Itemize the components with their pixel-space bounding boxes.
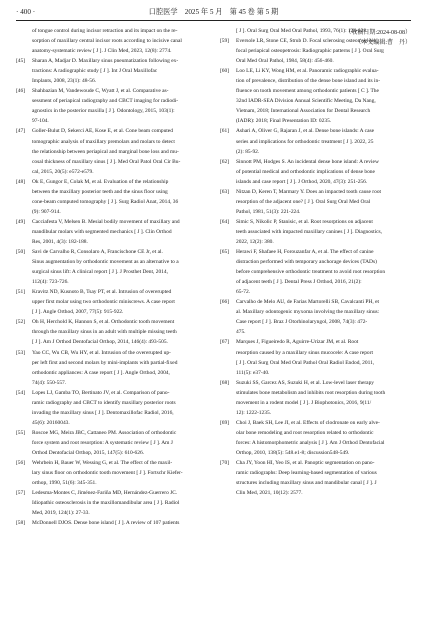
reference-text-line: Sinus augmentation by orthodontic movement as an alternative to a xyxy=(32,259,179,266)
reference-text-line: Roscoe MG, Meira JBC, Cattaneo PM. Association of orthodontic xyxy=(32,429,177,436)
reference-entry xyxy=(16,488,208,518)
reference-continuation-line: sorption of maxillary central incisor roots according to incisive canal xyxy=(32,38,182,45)
reference-number: [54] xyxy=(16,389,26,396)
reference-text-line: Simic S, Nikolic P, Stanisic, et al. Root resorptions on adjacent xyxy=(236,218,373,225)
reference-text-line: 45(6): 20160043. xyxy=(32,419,70,426)
references-left-column xyxy=(16,26,208,528)
reference-entry xyxy=(16,126,208,176)
reference-text-line: Yao CC, Wu CB, Wu HY, et al. Intrusion of the overerupted up- xyxy=(32,349,171,356)
reference-text-line: movement in a rodent model [ J ]. J Biophotonics, 2016, 9(11/ xyxy=(236,399,372,406)
reference-number: [67] xyxy=(220,339,230,346)
reference-number: [49] xyxy=(16,218,26,225)
reference-text-line: distraction performed with temporary anchorage devices (TADs) xyxy=(236,259,377,266)
reference-text-line: Res, 2001, 4(3): 182-188. xyxy=(32,238,88,245)
reference-text-line: [ J ]. Am J Orthod Dentofacial Orthop, 2014, 146(4): 493-505. xyxy=(32,339,168,346)
reference-text-line: Med, 2019, 124(1): 27-33. xyxy=(32,510,90,517)
reference-text-line: Idiopathic osteosclerosis in the maxillomandibular area [ J ]. Radiol xyxy=(32,500,180,507)
reference-text-line: Eversole LR, Stone CE, Strub D. Focal sclerosing osteomyelitis/ xyxy=(236,38,377,45)
reference-number: [64] xyxy=(220,218,230,225)
reference-number: [47] xyxy=(16,128,26,135)
reference-entry xyxy=(16,388,208,428)
reference-text-line: of potential medical and orthodontic implications of dense bone xyxy=(236,168,375,175)
reference-text-line: Pathol, 1981, 51(3): 221-224. xyxy=(236,208,301,215)
reference-text-line: mandibular molars with segmented mechanics [ J ]. Clin Orthod xyxy=(32,228,172,235)
reference-text-line: Oh H, Herchold K, Hannon S, et al. Orthodontic tooth movement xyxy=(32,319,175,326)
reference-text-line: agnostics in the posterior maxilla [ J ]. Odontology, 2015, 103(1): xyxy=(32,108,175,115)
reference-text-line: Wehrbein H, Bauer W, Wessing G, et al. The effect of the maxil- xyxy=(32,460,173,467)
reference-text-line: 97-104. xyxy=(32,118,49,125)
reference-entry xyxy=(220,247,412,297)
reference-text-line: olar bone remodeling and root resorption related to orthodontic xyxy=(236,429,374,436)
reference-text-line: Orthop, 2010, 138(5): 548.e1-8; discussion548-549. xyxy=(236,449,350,456)
reference-entry xyxy=(220,297,412,337)
reference-text-line: Case report [ J ]. Braz J Otorhinolaryngol, 2008, 74(3): 472- xyxy=(236,319,368,326)
reference-text-line: 2022, 12(2): 380. xyxy=(236,238,274,245)
reference-text-line: Cacciafesta V, Melsen B. Mesial bodily movement of maxillary and xyxy=(32,218,180,225)
reference-number: [50] xyxy=(16,249,26,256)
reference-text-line: Ashari A, Oliver G, Rajaran J, et al. Dense bone islands: A case xyxy=(236,128,375,135)
reference-text-line: Oral Med Oral Pathol, 1984, 58(4): 456-460. xyxy=(236,58,334,65)
page-header xyxy=(16,6,411,21)
reference-entry xyxy=(220,157,412,187)
reference-number: [58] xyxy=(16,520,26,527)
reference-text-line: orthop, 1990, 51(6): 345-351. xyxy=(32,480,97,487)
reference-text-line: cone-beam computed tomography [ J ]. Surg Radiol Anat, 2014, 36 xyxy=(32,198,179,205)
reference-text-line: lary sinus floor on orthodontic tooth movement [ J ]. Fortschr Kiefer- xyxy=(32,470,183,477)
reference-number: [57] xyxy=(16,490,26,497)
reference-number: [63] xyxy=(220,188,230,195)
reference-text-line: orthodontic appliances: A case report [ J ]. Angle Orthod, 2004, xyxy=(32,369,170,376)
reference-text-line: invading the maxillary sinus [ J ]. Dentomaxillofac Radiol, 2016, xyxy=(32,409,174,416)
reference-text-line: Cha JY, Yoon HI, Yeo IS, et al. Panoptic segmentation on pano- xyxy=(236,460,375,467)
reference-text-line: Clin Med, 2021, 10(12): 2577. xyxy=(236,490,303,497)
reference-text-line: Orthod Dentofacial Orthop, 2015, 147(5): 610-626. xyxy=(32,449,145,456)
reference-text-line: Carvalho de Melo AU, de Farias Martorelli SB, Cavalcanti PH, et xyxy=(236,299,380,306)
journal-issue-title: 口腔医学 2025 年 5 月 第 45 卷 第 5 期 xyxy=(148,8,279,16)
reference-text-line: Kravitz ND, Kusnoto B, Tsay PT, et al. Intrusion of overerupted xyxy=(32,289,172,296)
reference-text-line: [ J ]. Angle Orthod, 2007, 77(5): 915-922. xyxy=(32,309,124,316)
reference-text-line: Sharan A, Madjar D. Maxillary sinus pneumatization following ex- xyxy=(32,58,179,65)
references-right-column xyxy=(220,26,412,498)
reference-entry xyxy=(16,428,208,458)
reference-number: [62] xyxy=(220,158,230,165)
reference-text-line: resorption caused by a maxillary sinus mucocele: A case report xyxy=(236,349,373,356)
reference-number: [61] xyxy=(220,128,230,135)
reference-text-line: 111(5): e37-40. xyxy=(236,369,270,376)
reference-number: [56] xyxy=(16,460,26,467)
reference-entry xyxy=(220,378,412,418)
reference-text-line: islands and case report [ J ]. J Orthod, 2020, 47(3): 251-256. xyxy=(236,178,368,185)
reference-text-line: between the maxillary posterior teeth and the sinus floor using xyxy=(32,188,168,195)
reference-text-line: focal periapical osteopetrosis: Radiographic patterns [ J ]. Oral Surg xyxy=(236,48,384,55)
reference-entry xyxy=(16,518,208,528)
reference-text-line: stimulates bone metabolism and inhibits root resorption during tooth xyxy=(236,389,386,396)
reference-text-line: Ok E, Gungor E, Colak M, et al. Evaluation of the relationship xyxy=(32,178,169,185)
reference-text-line: force system and root resorption: A systematic review [ J ]. Am J xyxy=(32,439,173,446)
reference-text-line: through the maxillary sinus in an adult with multiple missing teeth xyxy=(32,329,177,336)
reference-number: [45] xyxy=(16,58,26,65)
reference-text-line: 475. xyxy=(236,329,246,336)
reference-text-line: the relationship between periapical and marginal bone loss and mu- xyxy=(32,148,179,155)
reference-entry xyxy=(16,217,208,247)
reference-text-line: [ J ]. Oral Surg Oral Med Oral Pathol Oral Radiol Endod, 2011, xyxy=(236,359,375,366)
reference-text-line: Sinnott PM, Hodges S. An incidental dense bone island: A review xyxy=(236,158,379,165)
reference-text-line: resorption of the adjacent one? [ J ]. Oral Surg Oral Med Oral xyxy=(236,198,371,205)
reference-text-line: before comprehensive orthodontic treatment to avoid root resorption xyxy=(236,269,386,276)
reference-number: [60] xyxy=(220,68,230,75)
reference-number: [48] xyxy=(16,178,26,185)
reference-text-line: Implants, 2008, 23(1): 48-56. xyxy=(32,78,97,85)
reference-text-line: Lopes LJ, Gamba TO, Bertinato JV, et al. Comparison of pano- xyxy=(32,389,170,396)
reference-text-line: Herawi F, Shafaee H, Forouzanfar A, et al. The effect of canine xyxy=(236,249,374,256)
reference-entry xyxy=(16,86,208,126)
editor-credit: （本文编辑:曹 丹） xyxy=(355,40,411,46)
reference-text-line: Choi J, Baek SH, Lee JI, et al. Effects of clodronate on early alve- xyxy=(236,419,380,426)
reference-text-line: forces: A histomorphometric analysis [ J ]. Am J Orthod Dentofacial xyxy=(236,439,385,446)
reference-text-line: Vietnam, 2018; International Association for Dental Research xyxy=(236,108,371,115)
reference-entry xyxy=(220,418,412,458)
reference-continuation-line: [ J ]. Oral Surg Oral Med Oral Pathol, 1993, 76(1): 124-128. xyxy=(236,28,368,34)
reference-entry xyxy=(16,247,208,287)
reference-text-line: Suzuki SS, Garcez AS, Suzuki H, et al. Low-level laser therapy xyxy=(236,379,375,386)
reference-text-line: (9): 907-914. xyxy=(32,208,61,215)
reference-text-line: Nitzan D, Keren T, Marmary Y. Does an impacted tooth cause root xyxy=(236,188,382,195)
reference-number: [46] xyxy=(16,88,26,95)
reference-number: [65] xyxy=(220,249,230,256)
reference-entry xyxy=(16,287,208,317)
reference-entry xyxy=(220,126,412,156)
reference-text-line: 12): 1222-1235. xyxy=(236,409,272,416)
reference-text-line: cal, 2015, 20(5): e572-e579. xyxy=(32,168,94,175)
reference-text-line: Ledesma-Montes C, Jiménez-Fariña MD, Hernández-Guerrero JC. xyxy=(32,490,178,497)
reference-entry xyxy=(220,217,412,247)
reference-text-line: series and implications for orthodontic treatment [ J ]. 2022, 25 xyxy=(236,138,374,145)
reference-text-line: Goller-Bulut D, Sekerci AE, Kose E, et al. Cone beam computed xyxy=(32,128,173,135)
reference-continuation-line: anatomy-systematic review [ J ]. J Clin Med, 2023, 12(8): 2774. xyxy=(32,48,172,55)
reference-number: [70] xyxy=(220,460,230,467)
reference-text-line: Shahbazian M, Vandewoude C, Wyatt J, et al. Comparative as- xyxy=(32,88,169,95)
reference-entry xyxy=(220,458,412,498)
article-endnote xyxy=(345,28,411,48)
received-date: （收稿日期:2024-08-08） xyxy=(345,30,411,36)
reference-number: [59] xyxy=(220,38,230,45)
reference-text-line: teeth associated with impacted maxillary canines [ J ]. Diagnostics, xyxy=(236,228,383,235)
reference-entry xyxy=(220,337,412,377)
reference-text-line: Loo LE, Li KY, Wong HM, et al. Panoramic radiographic evalua- xyxy=(236,68,379,75)
reference-text-line: ramic radiography and CBCT to identify maxillary posterior roots xyxy=(32,399,176,406)
reference-text-line: (IADR): 2018; Final Presentation ID: 0235. xyxy=(236,118,332,125)
reference-number: [69] xyxy=(220,419,230,426)
reference-number: [68] xyxy=(220,379,230,386)
reference-text-line: surgical sinus lift: A clinical report [ J ]. J Prosthet Dent, 2014, xyxy=(32,269,168,276)
reference-text-line: tractions: A radiographic study [ J ]. Int J Oral Maxillofac xyxy=(32,68,158,75)
reference-text-line: Marques J, Figueiredo R, Aguirre-Urizar JM, et al. Root xyxy=(236,339,359,346)
reference-entry xyxy=(16,317,208,347)
reference-continuation-line: of tongue control during incisor retraction and its impact on the re- xyxy=(32,28,178,34)
reference-text-line: ramic radiographs: Deep learning-based segmentation of various xyxy=(236,470,377,477)
reference-number: [55] xyxy=(16,429,26,436)
reference-text-line: per left first and second molars by mini-implants with partial-fixed xyxy=(32,359,178,366)
reference-text-line: 74(4): 550-557. xyxy=(32,379,67,386)
reference-entry xyxy=(220,187,412,217)
reference-entry xyxy=(16,348,208,388)
reference-text-line: cosal thickness of maxillary sinus [ J ]. Med Oral Patol Oral Cir Bu- xyxy=(32,158,181,165)
reference-text-line: al. Maxillary odontogenic myxoma involving the maxillary sinus: xyxy=(236,309,380,316)
reference-entry xyxy=(220,66,412,126)
page-number: · 400 · xyxy=(16,8,36,16)
reference-text-line: 112(4): 723-726. xyxy=(32,279,69,286)
reference-text-line: tomographic analysis of maxillary premolars and molars to detect xyxy=(32,138,175,145)
reference-number: [53] xyxy=(16,349,26,356)
reference-text-line: Savi de Carvalho R, Consolaro A, Francischone CE Jr, et al. xyxy=(32,249,163,256)
reference-number: [52] xyxy=(16,319,26,326)
reference-text-line: tion of prevalence, distribution of the dense bone island and its in- xyxy=(236,78,381,85)
reference-text-line: of adjacent teeth [ J ]. Dental Press J Orthod, 2016, 21(2): xyxy=(236,279,362,286)
reference-text-line: fluence on tooth movement among orthodontic patients [ C ]. The xyxy=(236,88,379,95)
reference-text-line: sessment of periapical radiography and CBCT imaging for radiodi- xyxy=(32,98,179,105)
reference-number: [66] xyxy=(220,299,230,306)
reference-entry xyxy=(16,56,208,86)
reference-entry xyxy=(16,177,208,217)
reference-text-line: (2): 85-92. xyxy=(236,148,260,155)
reference-text-line: 32nd IADR-SEA Division Annual Scientific Meeting, Da Nang, xyxy=(236,98,376,105)
reference-text-line: McDonnell DJOS. Dense bone island [ J ]. A review of 107 patients xyxy=(32,520,180,527)
reference-text-line: upper first molar using two orthodontic miniscrews. A case report xyxy=(32,299,175,306)
reference-entry xyxy=(16,458,208,488)
reference-number: [51] xyxy=(16,289,26,296)
reference-text-line: structures including maxillary sinus and mandibular canal [ J ]. J xyxy=(236,480,377,487)
reference-text-line: 65-72. xyxy=(236,289,251,296)
